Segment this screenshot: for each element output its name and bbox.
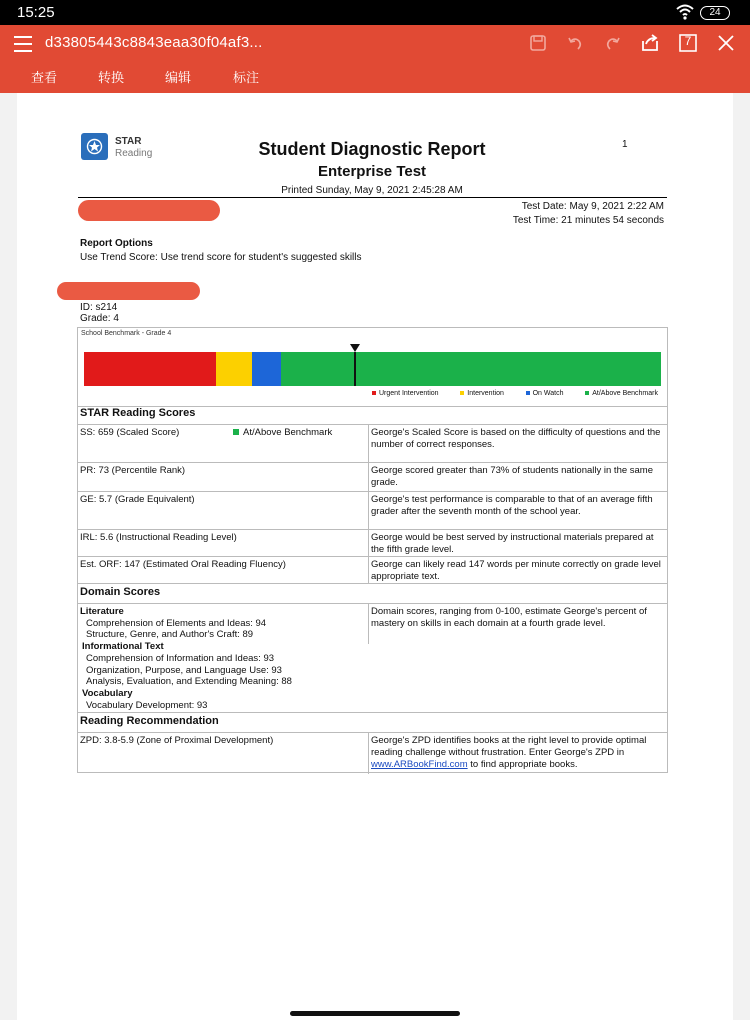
domain-name: Literature bbox=[80, 606, 124, 617]
table-row bbox=[78, 556, 667, 583]
column-divider bbox=[368, 557, 369, 584]
tab-view[interactable]: 查看 bbox=[31, 70, 58, 85]
report-options-text: Use Trend Score: Use trend score for student's suggested skills bbox=[80, 252, 362, 263]
column-divider bbox=[368, 463, 369, 492]
document-page bbox=[17, 93, 733, 1020]
legend-swatch-icon bbox=[526, 391, 530, 395]
report-title: Student Diagnostic Report bbox=[258, 139, 486, 159]
share-icon[interactable] bbox=[639, 32, 661, 54]
redaction-mark bbox=[78, 200, 220, 221]
score-label: IRL: 5.6 (Instructional Reading Level) bbox=[80, 532, 237, 543]
tab-convert[interactable]: 转换 bbox=[98, 70, 125, 85]
domain-item: Analysis, Evaluation, and Extending Meaning: 88 bbox=[86, 676, 292, 688]
student-grade: Grade: 4 bbox=[80, 313, 119, 324]
tab-edit[interactable]: 编辑 bbox=[165, 70, 192, 85]
domain-item: Comprehension of Elements and Ideas: 94 bbox=[86, 617, 267, 629]
document-viewer[interactable] bbox=[0, 93, 750, 1020]
score-description: George's test performance is comparable to that of an average fifth grader after the seventh month of the school year. bbox=[371, 494, 653, 517]
report-subtitle: Enterprise Test bbox=[317, 163, 427, 180]
benchmark-label: School Benchmark - Grade 4 bbox=[81, 330, 172, 337]
star-logo-icon bbox=[81, 133, 108, 160]
zpd-label: ZPD: 3.8-5.9 (Zone of Proximal Development) bbox=[80, 735, 274, 746]
wifi-icon bbox=[676, 4, 694, 20]
printed-timestamp: Printed Sunday, May 9, 2021 2:45:28 AM bbox=[281, 185, 463, 196]
benchmark-indicator: At/Above Benchmark bbox=[233, 427, 332, 438]
pages-count: 7 bbox=[684, 34, 692, 48]
score-marker-line bbox=[354, 352, 356, 386]
domain-heading: Domain Scores bbox=[78, 583, 667, 603]
student-id: ID: s214 bbox=[80, 302, 118, 313]
score-label: SS: 659 (Scaled Score) bbox=[80, 427, 180, 438]
benchmark-segment bbox=[216, 352, 252, 386]
benchmark-legend bbox=[372, 390, 658, 397]
green-square-icon bbox=[233, 429, 239, 435]
legend-swatch-icon bbox=[460, 391, 464, 395]
report bbox=[17, 93, 733, 1020]
tab-annotate[interactable]: 标注 bbox=[233, 70, 260, 85]
close-icon[interactable] bbox=[715, 32, 737, 54]
save-icon[interactable] bbox=[527, 32, 549, 54]
undo-icon[interactable] bbox=[564, 32, 586, 54]
score-label: PR: 73 (Percentile Rank) bbox=[80, 465, 186, 476]
test-time: Test Time: 21 minutes 54 seconds bbox=[512, 215, 664, 226]
domain-item: Comprehension of Information and Ideas: 93 bbox=[86, 652, 275, 664]
status-time: 15:25 bbox=[17, 4, 55, 21]
score-label: Est. ORF: 147 (Estimated Oral Reading Fluency) bbox=[80, 559, 286, 570]
redo-icon[interactable] bbox=[602, 32, 624, 54]
column-divider bbox=[368, 733, 369, 774]
domain-name: Informational Text bbox=[82, 641, 164, 653]
home-indicator[interactable] bbox=[290, 1011, 460, 1016]
table-row bbox=[78, 424, 667, 462]
legend-swatch-icon bbox=[585, 391, 589, 395]
score-marker-icon bbox=[350, 344, 360, 352]
score-description: George would be best served by instructional materials prepared at the fifth grade level. bbox=[371, 532, 654, 555]
benchmark-segment bbox=[281, 352, 661, 386]
table-row bbox=[78, 491, 667, 529]
score-description: George can likely read 147 words per minute correctly on grade level appropriate text. bbox=[371, 559, 661, 582]
benchmark-segment bbox=[252, 352, 281, 386]
pages-icon[interactable] bbox=[677, 32, 699, 54]
battery-icon: 24 bbox=[700, 6, 730, 20]
legend-swatch-icon bbox=[372, 391, 376, 395]
legend-item: At/Above Benchmark bbox=[585, 390, 658, 397]
score-description: George scored greater than 73% of students nationally in the same grade. bbox=[371, 465, 654, 488]
status-bar bbox=[0, 0, 750, 25]
table-row bbox=[78, 732, 667, 773]
benchmark-bar bbox=[84, 352, 661, 386]
test-info bbox=[457, 200, 664, 228]
redaction-mark bbox=[57, 282, 200, 300]
column-divider bbox=[368, 492, 369, 530]
table-row bbox=[78, 603, 667, 712]
header-divider bbox=[78, 197, 667, 198]
legend-item: Urgent Intervention bbox=[372, 390, 439, 397]
recommendation-heading: Reading Recommendation bbox=[78, 712, 667, 732]
domain-note: Domain scores, ranging from 0-100, estimate George's percent of mastery on skills in each domain at a fourth grade level. bbox=[371, 606, 647, 629]
domain-item: Structure, Genre, and Author's Craft: 89 bbox=[86, 629, 254, 641]
menu-icon[interactable] bbox=[14, 36, 32, 52]
domain-item: Vocabulary Development: 93 bbox=[86, 699, 208, 711]
legend-item: Intervention bbox=[460, 390, 504, 397]
table-row bbox=[78, 529, 667, 556]
document-title: d33805443c8843eaa30f04af3... bbox=[45, 34, 263, 51]
logo-subtext: Reading bbox=[115, 148, 153, 159]
logo-text: STAR bbox=[115, 136, 142, 147]
column-divider bbox=[368, 425, 369, 463]
table-row bbox=[78, 462, 667, 491]
benchmark-segment bbox=[84, 352, 216, 386]
legend-item: On Watch bbox=[526, 390, 564, 397]
app-toolbar bbox=[0, 25, 750, 93]
report-options-heading: Report Options bbox=[80, 238, 153, 249]
domain-name: Vocabulary bbox=[82, 687, 133, 699]
column-divider bbox=[368, 530, 369, 557]
zpd-description: George's ZPD identifies books at the right level to provide optimal reading challenge without frustration. Enter George's ZPD in www.ARBookFind.com to find appropriate books. bbox=[371, 735, 647, 770]
arbookfind-link[interactable]: www.ARBookFind.com bbox=[371, 759, 468, 770]
domain-item: Organization, Purpose, and Language Use: 93 bbox=[86, 664, 282, 676]
page-number: 1 bbox=[622, 139, 628, 150]
score-description: George's Scaled Score is based on the difficulty of questions and the number of correct responses. bbox=[371, 427, 661, 450]
column-divider bbox=[368, 604, 369, 644]
domain-list bbox=[80, 606, 292, 711]
scores-heading: STAR Reading Scores bbox=[78, 406, 667, 424]
scores-table bbox=[77, 327, 668, 773]
score-label: GE: 5.7 (Grade Equivalent) bbox=[80, 494, 195, 505]
test-date: Test Date: May 9, 2021 2:22 AM bbox=[521, 201, 664, 212]
